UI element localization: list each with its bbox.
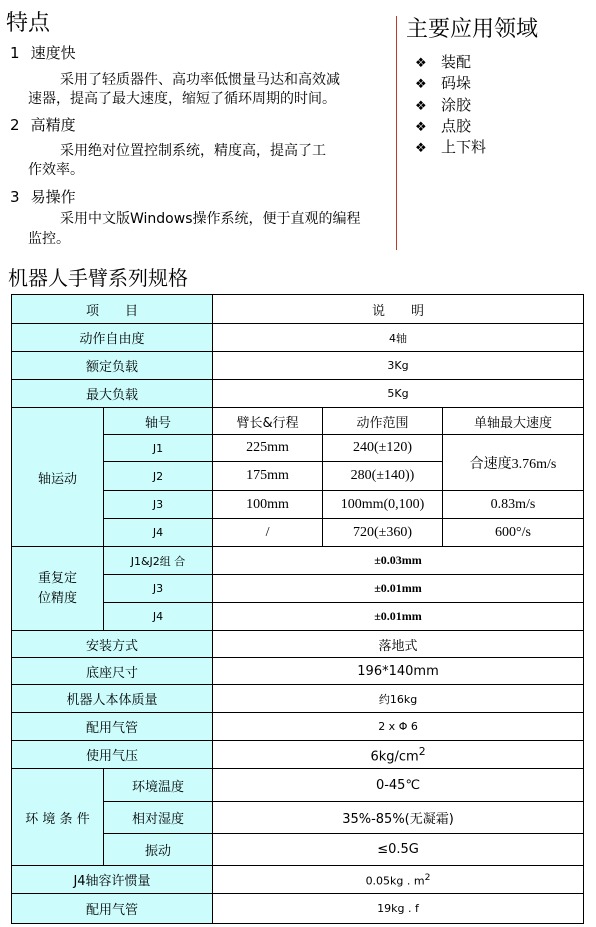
table-row bbox=[12, 658, 584, 685]
j4-inertia-sup: 2 bbox=[424, 871, 431, 883]
dof-label: 动作自由度 bbox=[12, 324, 213, 352]
table-row bbox=[12, 631, 584, 658]
feature-title: 高精度 bbox=[30, 116, 76, 134]
axis-arm: 175mm bbox=[213, 462, 323, 491]
repeat-axis-name: J3 bbox=[104, 575, 213, 603]
max-load-value: 5Kg bbox=[213, 380, 584, 408]
env-humidity-label: 相对湿度 bbox=[104, 802, 213, 834]
application-item bbox=[415, 94, 471, 115]
mass-label: 机器人本体质量 bbox=[12, 685, 213, 713]
diamond-bullet-icon: ❖ bbox=[415, 120, 427, 135]
axis-range: 240(±120) bbox=[323, 435, 443, 462]
diamond-bullet-icon: ❖ bbox=[415, 141, 427, 156]
feature-number: 1 bbox=[10, 44, 20, 62]
application-item bbox=[415, 115, 471, 136]
air-tube-label: 配用气管 bbox=[12, 713, 213, 741]
diamond-bullet-icon: ❖ bbox=[415, 56, 427, 71]
table-row bbox=[12, 894, 584, 924]
header-desc: 说 明 bbox=[213, 295, 584, 324]
air-tube2-value: 19kg . f bbox=[213, 894, 584, 924]
feature-number: 3 bbox=[10, 188, 20, 206]
install-value: 落地式 bbox=[213, 631, 584, 658]
arm-col-header: 臂长&行程 bbox=[213, 408, 323, 435]
air-pressure-label: 使用气压 bbox=[12, 741, 213, 769]
axis-name: J2 bbox=[104, 462, 213, 491]
application-label: 点胶 bbox=[441, 117, 472, 135]
application-item bbox=[415, 51, 471, 72]
table-row bbox=[12, 769, 584, 802]
env-humidity-value: 35%-85%(无凝霜) bbox=[213, 802, 584, 834]
dof-value: 4轴 bbox=[213, 324, 584, 352]
feature-title: 易操作 bbox=[30, 188, 76, 206]
feature-heading-2 bbox=[10, 114, 76, 135]
repeat-label-line: 位精度 bbox=[37, 590, 77, 606]
table-row bbox=[12, 741, 584, 769]
air-tube-value: 2 x Φ 6 bbox=[213, 713, 584, 741]
table-row bbox=[12, 685, 584, 713]
rated-load-label: 额定负载 bbox=[12, 352, 213, 380]
diamond-bullet-icon: ❖ bbox=[415, 77, 427, 92]
feature-body-line: 监控。 bbox=[28, 231, 70, 247]
section-divider bbox=[396, 16, 397, 250]
axis-arm: / bbox=[213, 519, 323, 547]
air-tube2-label: 配用气管 bbox=[12, 894, 213, 924]
features-title: 特点 bbox=[6, 11, 51, 36]
application-label: 上下料 bbox=[441, 138, 487, 156]
table-row bbox=[12, 324, 584, 352]
application-label: 涂胶 bbox=[441, 96, 472, 114]
install-label: 安装方式 bbox=[12, 631, 213, 658]
repeat-precision-label bbox=[12, 547, 104, 631]
table-row bbox=[12, 408, 584, 435]
feature-heading-1 bbox=[10, 42, 76, 63]
axis-speed: 600°/s bbox=[443, 519, 584, 547]
diamond-bullet-icon: ❖ bbox=[415, 99, 427, 114]
air-pressure-value bbox=[213, 741, 584, 769]
base-size-value: 196*140mm bbox=[213, 658, 584, 685]
max-load-label: 最大负载 bbox=[12, 380, 213, 408]
repeat-value: ±0.03mm bbox=[213, 547, 584, 575]
application-item bbox=[415, 72, 471, 93]
env-temp-value: 0-45℃ bbox=[213, 769, 584, 802]
feature-heading-3 bbox=[10, 186, 76, 207]
env-temp-label: 环境温度 bbox=[104, 769, 213, 802]
axis-range: 100mm(0,100) bbox=[323, 491, 443, 519]
speed-col-header: 单轴最大速度 bbox=[443, 408, 584, 435]
feature-title: 速度快 bbox=[30, 44, 76, 62]
range-col-header: 动作范围 bbox=[323, 408, 443, 435]
table-row bbox=[12, 352, 584, 380]
repeat-value: ±0.01mm bbox=[213, 575, 584, 603]
env-label: 环 境 条 件 bbox=[12, 769, 104, 866]
env-vibration-label: 振动 bbox=[104, 834, 213, 866]
application-label: 装配 bbox=[441, 53, 472, 71]
j12-speed: 合速度3.76m/s bbox=[443, 435, 584, 491]
rated-load-value: 3Kg bbox=[213, 352, 584, 380]
table-header-row bbox=[12, 295, 584, 324]
table-row bbox=[12, 866, 584, 894]
applications-title: 主要应用领域 bbox=[406, 17, 539, 42]
table-row bbox=[12, 380, 584, 408]
feature-body-line: 采用中文版Windows操作系统，便于直观的编程 bbox=[60, 211, 361, 227]
feature-number: 2 bbox=[10, 116, 20, 134]
feature-body-line: 作效率。 bbox=[28, 162, 84, 178]
application-item bbox=[415, 136, 486, 157]
axis-arm: 225mm bbox=[213, 435, 323, 462]
repeat-label-line: 重复定 bbox=[37, 570, 77, 586]
axis-range: 720(±360) bbox=[323, 519, 443, 547]
air-pressure-sup: 2 bbox=[418, 744, 426, 758]
base-size-label: 底座尺寸 bbox=[12, 658, 213, 685]
header-item: 项 目 bbox=[12, 295, 213, 324]
spec-table bbox=[11, 294, 584, 924]
axis-col-header: 轴号 bbox=[104, 408, 213, 435]
j4-inertia-label: J4轴容许惯量 bbox=[12, 866, 213, 894]
axis-name: J1 bbox=[104, 435, 213, 462]
axis-range: 280(±140)) bbox=[323, 462, 443, 491]
repeat-value: ±0.01mm bbox=[213, 603, 584, 631]
j4-inertia-number: 0.05kg . m bbox=[365, 874, 425, 888]
feature-body-line: 采用绝对位置控制系统，精度高，提高了工 bbox=[60, 143, 326, 159]
feature-body-line: 采用了轻质器件、高功率低惯量马达和高效减 bbox=[60, 72, 340, 88]
env-vibration-value: ≤0.5G bbox=[213, 834, 584, 866]
j4-inertia-value bbox=[213, 866, 584, 894]
application-label: 码垛 bbox=[441, 74, 472, 92]
table-row bbox=[12, 547, 584, 575]
spec-title: 机器人手臂系列规格 bbox=[8, 266, 188, 290]
axis-speed: 0.83m/s bbox=[443, 491, 584, 519]
air-pressure-number: 6kg/cm bbox=[370, 749, 419, 765]
table-row bbox=[12, 713, 584, 741]
repeat-axis-name: J1&J2组 合 bbox=[104, 547, 213, 575]
repeat-axis-name: J4 bbox=[104, 603, 213, 631]
mass-value: 约16kg bbox=[213, 685, 584, 713]
axis-arm: 100mm bbox=[213, 491, 323, 519]
axis-name: J4 bbox=[104, 519, 213, 547]
axis-name: J3 bbox=[104, 491, 213, 519]
axis-motion-label: 轴运动 bbox=[12, 408, 104, 547]
feature-body-line: 速器，提高了最大速度，缩短了循环周期的时间。 bbox=[28, 91, 336, 107]
